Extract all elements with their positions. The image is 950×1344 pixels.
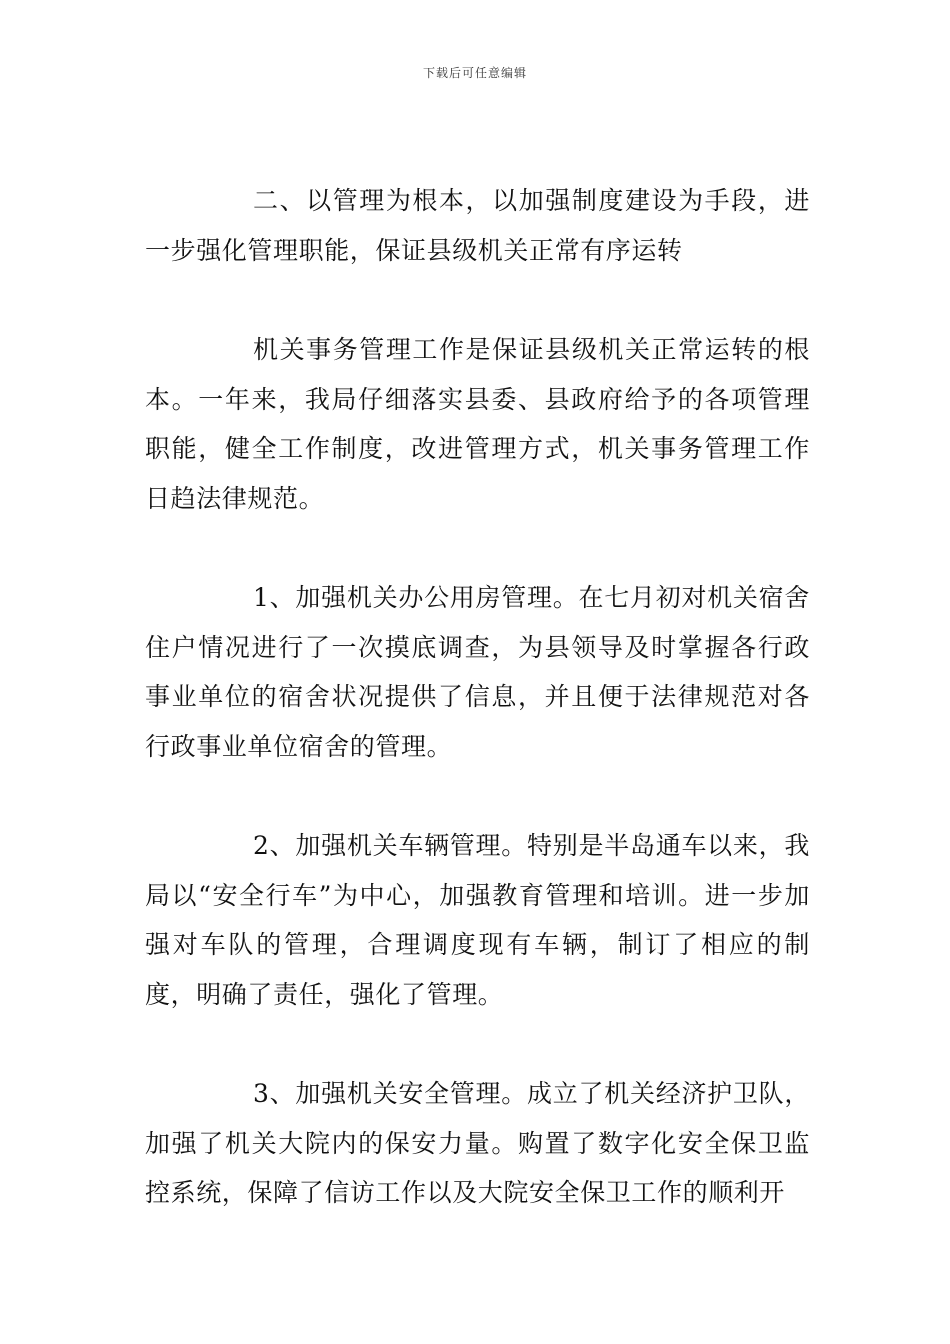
document-body: [145, 176, 810, 1218]
paragraph-item-3: 3、加强机关安全管理。成立了机关经济护卫队，加强了机关大院内的保安力量。购置了数字化安全保卫监控系统，保障了信访工作以及大院安全保卫工作的顺利开: [145, 1079, 810, 1207]
paragraph-item-2: 2、加强机关车辆管理。特别是半岛通车以来，我局以“安全行车”为中心，加强教育管理和培训。进一步加强对车队的管理，合理调度现有车辆，制订了相应的制度，明确了责任，强化了管理。: [145, 831, 810, 1009]
page-header: 下载后可任意编辑: [422, 66, 527, 80]
paragraph-intro: 机关事务管理工作是保证县级机关正常运转的根本。一年来，我局仔细落实县委、县政府给予的各项管理职能，健全工作制度，改进管理方式，机关事务管理工作日趋法律规范。: [145, 335, 810, 513]
paragraph-item-1: 1、加强机关办公用房管理。在七月初对机关宿舍住户情况进行了一次摸底调查，为县领导及时掌握各行政事业单位的宿舍状况提供了信息，并且便于法律规范对各行政事业单位宿舍的管理。: [145, 583, 810, 761]
section-heading: 二、以管理为根本，以加强制度建设为手段，进一步强化管理职能，保证县级机关正常有序运转: [145, 186, 810, 265]
